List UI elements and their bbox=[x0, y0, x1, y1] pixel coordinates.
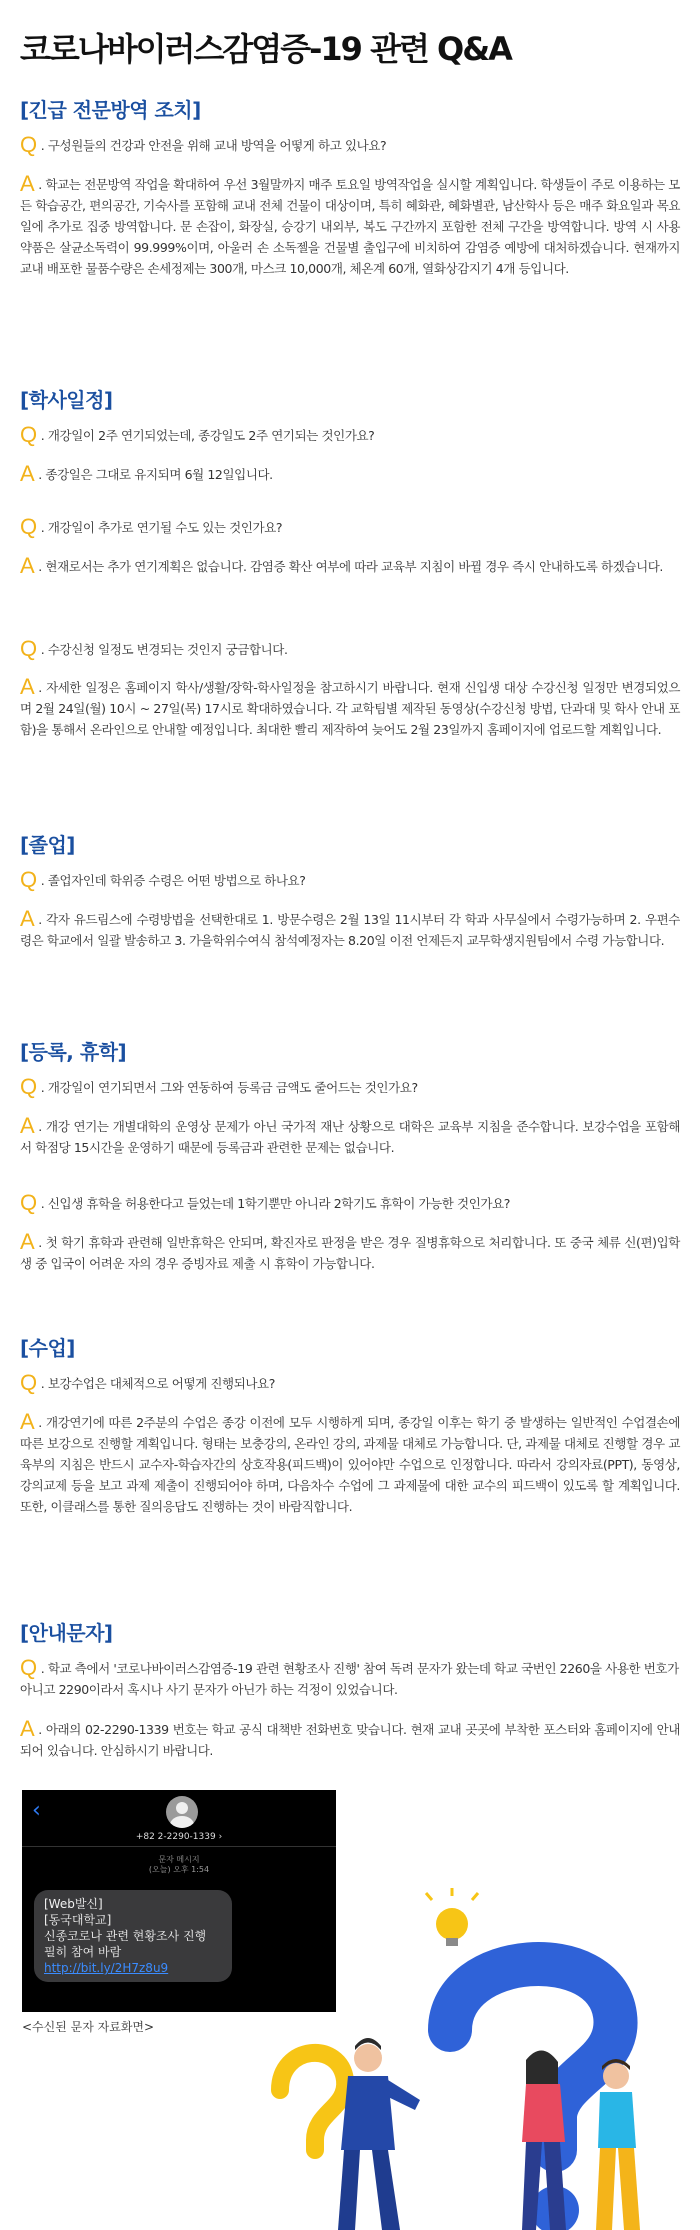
a-mark: A bbox=[20, 1716, 35, 1741]
a-mark: A bbox=[20, 171, 35, 196]
question-text: . 신입생 휴학을 허용한다고 들었는데 1학기뿐만 아니라 2학기도 휴학이 가능한 것인가요? bbox=[40, 1196, 510, 1211]
q-mark: Q bbox=[20, 636, 37, 661]
q-mark: Q bbox=[20, 867, 37, 892]
section-heading-sms-notice: [안내문자] bbox=[20, 1621, 113, 1645]
answer bbox=[20, 1411, 680, 1517]
question-mark-illustration bbox=[260, 1880, 700, 2230]
a-mark: A bbox=[20, 906, 35, 931]
question bbox=[20, 1372, 680, 1394]
question bbox=[20, 134, 680, 156]
section-heading-schedule: [학사일정] bbox=[20, 388, 113, 412]
sender-number: +82 2-2290-1339 › bbox=[135, 1832, 223, 1842]
message-bubble bbox=[34, 1890, 232, 1982]
answer bbox=[20, 676, 680, 740]
q-mark: Q bbox=[20, 1655, 37, 1680]
question bbox=[20, 1076, 680, 1098]
answer bbox=[20, 463, 680, 485]
answer-text: . 각자 유드림스에 수령방법을 선택한대로 1. 방문수령은 2월 13일 11시부터 각 학과 사무실에서 수령가능하며 2. 우편수령은 학교에서 일괄 발송하고 3. 가을학위수여식 참석예정자는 8.20일 이전 언제든지 교무학생지원팀에서 수령 가능합니다. bbox=[20, 912, 680, 948]
screenshot-caption: <수신된 문자 자료화면> bbox=[22, 2020, 155, 2034]
answer-text: . 첫 학기 휴학과 관련해 일반휴학은 안되며, 확진자로 판정을 받은 경우 질병휴학으로 처리합니다. 또 중국 체류 신(편)입학생 중 입국이 어려운 자의 경우 증빙자료 제출 시 휴학이 가능합니다. bbox=[20, 1235, 680, 1271]
message-link[interactable]: http://bit.ly/2H7z8u9 bbox=[44, 1961, 169, 1975]
answer bbox=[20, 173, 680, 279]
answer bbox=[20, 1231, 680, 1274]
answer-text: . 개강연기에 따른 2주분의 수업은 종강 이전에 모두 시행하게 되며, 종강일 이후는 학기 중 발생하는 일반적인 수업결손에 따른 보강으로 진행할 계획입니다. 형태는 보충강의, 온라인 강의, 과제물 대체로 가능합니다. 단, 과제물 대체로 진행할 경우 교육부의 지침은 반드시 교수자-학습자간의 상호작용(피드백)이 있어야만 수업으로 인정합니다. 따라서 강의자료(PPT), 동영상, 강의교제 등을 보고 과제 제출이 진행되어야 하며, 다음차수 수업에 그 과제물에 대한 교수의 피드백이 있도록 할 계획입니다. 또한, 이클래스를 통한 질의응답도 진행하는 것이 바람직합니다. bbox=[20, 1415, 680, 1514]
section-heading-emergency: [긴급 전문방역 조치] bbox=[20, 98, 201, 122]
a-mark: A bbox=[20, 1113, 35, 1138]
message-line: [동국대학교] bbox=[44, 1913, 112, 1927]
a-mark: A bbox=[20, 1409, 35, 1434]
back-chevron-icon: ‹ bbox=[32, 1798, 41, 1823]
q-mark: Q bbox=[20, 1190, 37, 1215]
section-heading-tuition: [등록, 휴학] bbox=[20, 1040, 127, 1064]
section-heading-classes: [수업] bbox=[20, 1336, 75, 1360]
a-mark: A bbox=[20, 553, 35, 578]
q-mark: Q bbox=[20, 132, 37, 157]
question-text: . 개강일이 2주 연기되었는데, 종강일도 2주 연기되는 것인가요? bbox=[40, 428, 375, 443]
question-text: . 개강일이 연기되면서 그와 연동하여 등록금 금액도 줄어드는 것인가요? bbox=[40, 1080, 418, 1095]
message-time: (오늘) 오후 1:54 bbox=[148, 1865, 210, 1874]
question-text: . 보강수업은 대체적으로 어떻게 진행되나요? bbox=[40, 1376, 275, 1391]
answer-text: . 자세한 일정은 홈페이지 학사/생활/장학-학사일정을 참고하시기 바랍니다. 현재 신입생 대상 수강신청 일정만 변경되었으며 2월 24일(월) 10시 ~ 27일(목) 17시로 확대하였습니다. 각 교학팀별 제작된 동영상(수강신청 방법, 단과대 및 학사 안내 포함)을 통해서 온라인으로 안내할 예정입니다. 최대한 빨리 제작하여 늦어도 2월 23일까지 홈페이지에 업로드할 계획입니다. bbox=[20, 680, 680, 737]
divider bbox=[22, 1846, 336, 1847]
question bbox=[20, 638, 680, 660]
page-title: 코로나바이러스감염증-19 관련 Q&A bbox=[20, 30, 511, 68]
question-text: . 학교 측에서 '코로나바이러스감염증-19 관련 현황조사 진행' 참여 독려 문자가 왔는데 학교 국번인 2260을 사용한 번호가 아니고 2290이라서 혹시나 사기 문자가 아닌가 하는 걱정이 있었습니다. bbox=[20, 1661, 679, 1697]
message-kind: 문자 메시지 bbox=[158, 1855, 200, 1864]
question-text: . 구성원들의 건강과 안전을 위해 교내 방역을 어떻게 하고 있나요? bbox=[40, 138, 387, 153]
question-text: . 개강일이 추가로 연기될 수도 있는 것인가요? bbox=[40, 520, 283, 535]
message-line: [Web발신] bbox=[44, 1897, 103, 1911]
a-mark: A bbox=[20, 461, 35, 486]
answer-text: . 아래의 02-2290-1339 번호는 학교 공식 대책반 전화번호 맞습니다. 현재 교내 곳곳에 부착한 포스터와 홈페이지에 안내되어 있습니다. 안심하시기 바랍니다. bbox=[20, 1722, 680, 1758]
a-mark: A bbox=[20, 1229, 35, 1254]
answer-text: . 현재로서는 추가 연기계획은 없습니다. 감염증 확산 여부에 따라 교육부 지침이 바뀔 경우 즉시 안내하도록 하겠습니다. bbox=[38, 559, 664, 574]
a-mark: A bbox=[20, 674, 35, 699]
question bbox=[20, 516, 680, 538]
answer-text: . 학교는 전문방역 작업을 확대하여 우선 3월말까지 매주 토요일 방역작업을 실시할 계획입니다. 학생들이 주로 이용하는 모든 학습공간, 편의공간, 기숙사를 포함해 교내 전체 건물이 대상이며, 특히 혜화관, 혜화별관, 남산학사 등은 매주 화요일과 목요일에 추가로 집중 방역합니다. 문 손잡이, 화장실, 승강기 내외부, 복도 구간까지 포함한 전체 구간을 방역합니다. 방역 시 사용약품은 살균소독력이 99.999%이며, 아울러 손 소독젤을 건물별 출입구에 비치하여 감염증 예방에 대처하겠습니다. 현재까지 교내 배포한 물품수량은 손세정제는 300개, 마스크 10,000개, 체온계 60개, 열화상감지기 4개 등입니다. bbox=[20, 177, 680, 276]
question bbox=[20, 424, 680, 446]
question bbox=[20, 869, 680, 891]
question-text: . 졸업자인데 학위증 수령은 어떤 방법으로 하나요? bbox=[40, 873, 306, 888]
answer bbox=[20, 555, 680, 577]
answer-text: . 종강일은 그대로 유지되며 6월 12일입니다. bbox=[38, 467, 273, 482]
lightbulb-icon bbox=[426, 1888, 478, 1946]
answer-text: . 개강 연기는 개별대학의 운영상 문제가 아닌 국가적 재난 상황으로 대학은 교육부 지침을 준수합니다. 보강수업을 포함해서 학점당 15시간을 운영하기 때문에 등록금과 관련한 문제는 없습니다. bbox=[20, 1119, 680, 1155]
message-line: 필히 참여 바람 bbox=[44, 1945, 122, 1959]
message-line: 신종코로나 관련 현황조사 진행 bbox=[44, 1929, 207, 1943]
q-mark: Q bbox=[20, 514, 37, 539]
section-heading-graduation: [졸업] bbox=[20, 833, 75, 857]
q-mark: Q bbox=[20, 1074, 37, 1099]
answer bbox=[20, 1115, 680, 1158]
question bbox=[20, 1192, 680, 1214]
question bbox=[20, 1657, 680, 1700]
q-mark: Q bbox=[20, 422, 37, 447]
contact-avatar-icon bbox=[166, 1796, 198, 1828]
q-mark: Q bbox=[20, 1370, 37, 1395]
question-text: . 수강신청 일정도 변경되는 것인지 궁금합니다. bbox=[40, 642, 288, 657]
answer bbox=[20, 908, 680, 951]
small-question-mark-icon bbox=[280, 2053, 345, 2150]
answer bbox=[20, 1718, 680, 1761]
